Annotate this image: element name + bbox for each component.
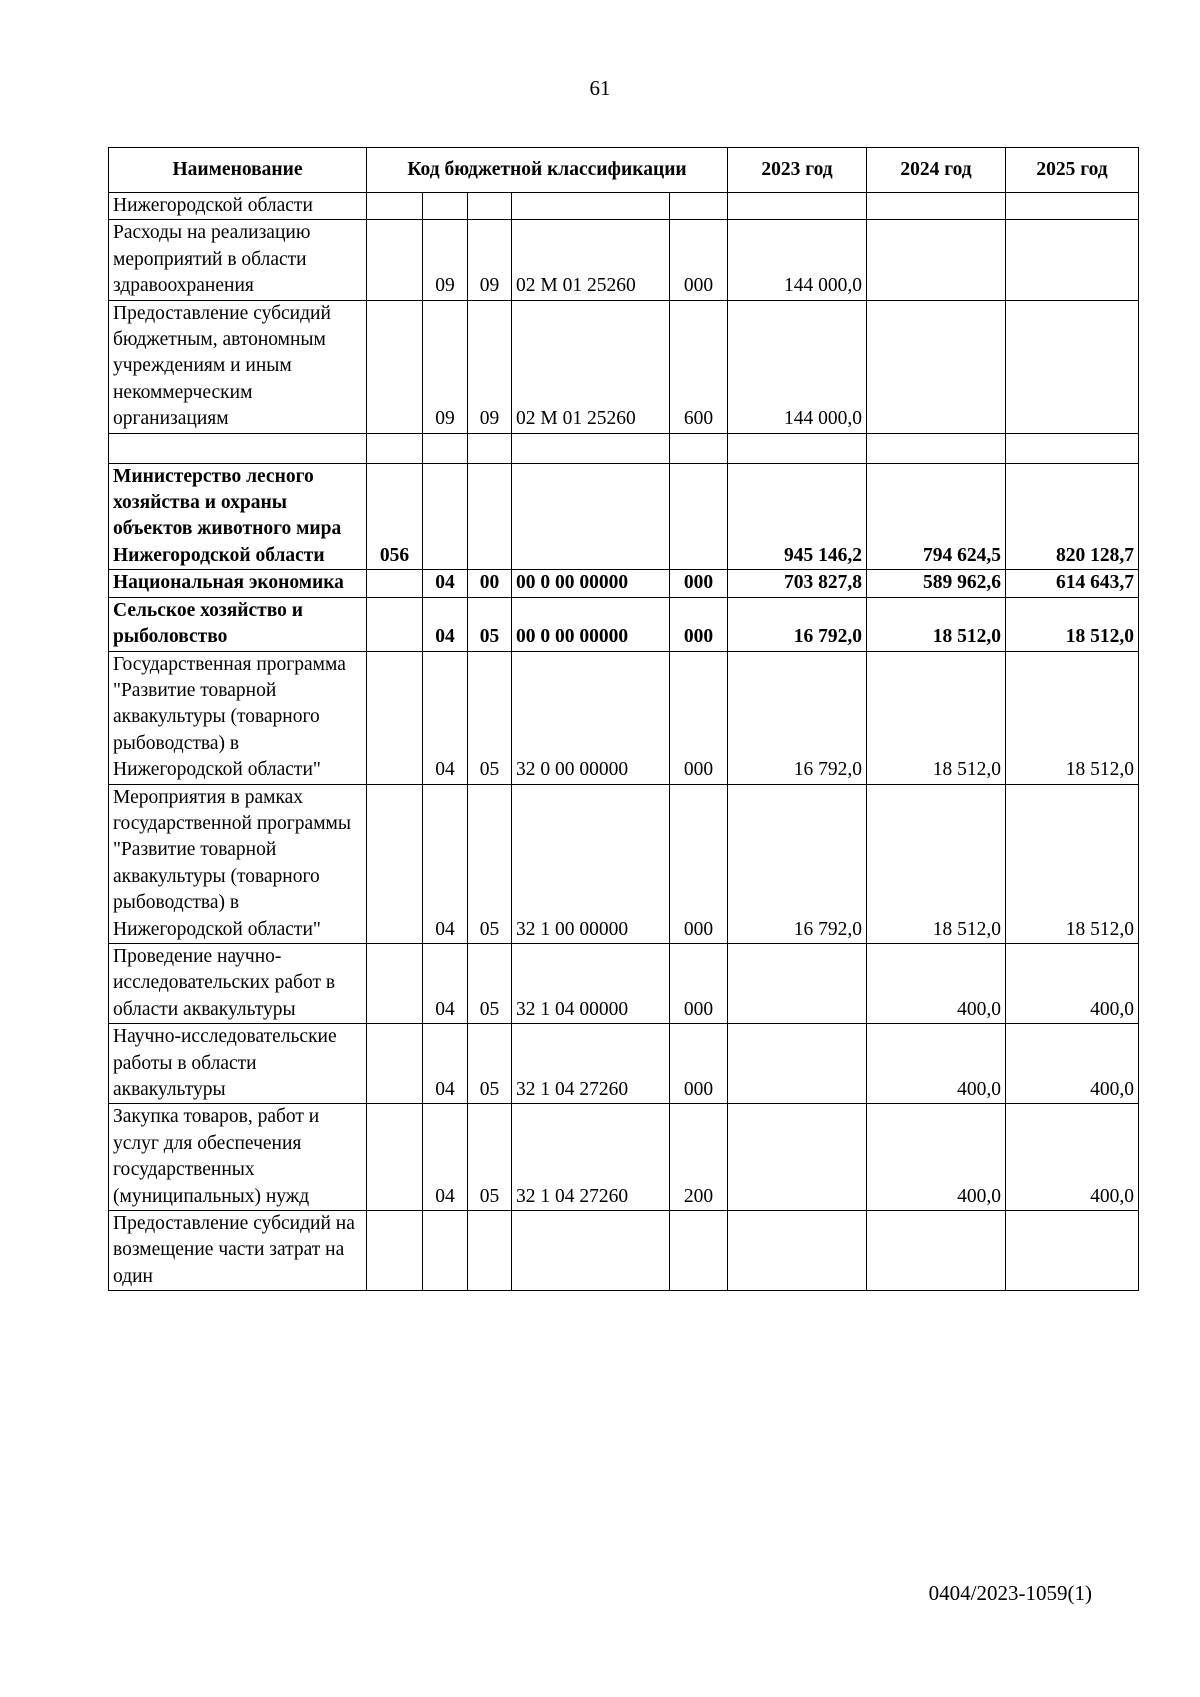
cell-target-article: 02 М 01 25260	[512, 300, 670, 433]
cell-2023	[728, 1104, 867, 1211]
cell-ministry-code	[367, 193, 423, 220]
cell-section: 04	[423, 1104, 468, 1211]
cell-2024	[867, 300, 1006, 433]
cell-name: Научно-исследовательские работы в области аквакультуры	[109, 1024, 367, 1104]
cell-expense-type: 000	[670, 570, 728, 597]
cell-2024: 400,0	[867, 1104, 1006, 1211]
cell-section	[423, 463, 468, 570]
cell-section: 04	[423, 597, 468, 651]
table-row	[109, 570, 1139, 597]
cell-target-article	[512, 193, 670, 220]
cell-2024	[867, 193, 1006, 220]
table-row	[109, 300, 1139, 433]
cell-expense-type: 000	[670, 597, 728, 651]
table-row	[109, 784, 1139, 943]
cell-target-article: 32 1 04 27260	[512, 1024, 670, 1104]
cell-target-article: 32 1 00 00000	[512, 784, 670, 943]
cell-2023	[728, 193, 867, 220]
cell-name: Закупка товаров, работ и услуг для обеспечения государственных (муниципальных) нужд	[109, 1104, 367, 1211]
table-row	[109, 597, 1139, 651]
cell-2025: 18 512,0	[1006, 651, 1139, 784]
cell-name: Расходы на реализацию мероприятий в области здравоохранения	[109, 220, 367, 300]
table-row	[109, 220, 1139, 300]
cell-2025	[1006, 433, 1139, 463]
table-row	[109, 463, 1139, 570]
cell-ministry-code	[367, 651, 423, 784]
cell-subsection: 05	[468, 1024, 512, 1104]
cell-2024	[867, 220, 1006, 300]
cell-section: 04	[423, 784, 468, 943]
cell-2024: 18 512,0	[867, 784, 1006, 943]
cell-2023	[728, 943, 867, 1023]
cell-name: Нижегородской области	[109, 193, 367, 220]
cell-2023	[728, 1024, 867, 1104]
cell-name: Проведение научно-исследовательских работ в области аквакультуры	[109, 943, 367, 1023]
cell-section	[423, 1211, 468, 1291]
cell-2024	[867, 1211, 1006, 1291]
cell-target-article: 00 0 00 00000	[512, 597, 670, 651]
cell-section	[423, 193, 468, 220]
cell-subsection: 05	[468, 784, 512, 943]
cell-subsection	[468, 433, 512, 463]
table-row	[109, 193, 1139, 220]
cell-section: 04	[423, 1024, 468, 1104]
cell-2023	[728, 1211, 867, 1291]
cell-subsection: 09	[468, 220, 512, 300]
cell-2025	[1006, 193, 1139, 220]
cell-name: Министерство лесного хозяйства и охраны объектов животного мира Нижегородской области	[109, 463, 367, 570]
cell-target-article	[512, 463, 670, 570]
cell-subsection: 09	[468, 300, 512, 433]
table-row	[109, 1024, 1139, 1104]
cell-section: 09	[423, 300, 468, 433]
cell-expense-type: 000	[670, 220, 728, 300]
cell-expense-type	[670, 1211, 728, 1291]
cell-2024: 794 624,5	[867, 463, 1006, 570]
cell-expense-type	[670, 463, 728, 570]
cell-expense-type	[670, 193, 728, 220]
table-row	[109, 943, 1139, 1023]
cell-2023: 16 792,0	[728, 651, 867, 784]
cell-subsection: 05	[468, 597, 512, 651]
cell-expense-type: 000	[670, 1024, 728, 1104]
cell-2023	[728, 433, 867, 463]
header-name: Наименование	[109, 148, 367, 193]
cell-2025	[1006, 220, 1139, 300]
cell-section: 04	[423, 943, 468, 1023]
cell-name: Национальная экономика	[109, 570, 367, 597]
cell-2024: 18 512,0	[867, 651, 1006, 784]
cell-subsection: 00	[468, 570, 512, 597]
table-row	[109, 1104, 1139, 1211]
cell-ministry-code	[367, 300, 423, 433]
header-2024: 2024 год	[867, 148, 1006, 193]
document-number: 0404/2023-1059(1)	[928, 1581, 1092, 1605]
header-code: Код бюджетной классификации	[367, 148, 728, 193]
cell-2024	[867, 433, 1006, 463]
header-2025: 2025 год	[1006, 148, 1139, 193]
table-row	[109, 433, 1139, 463]
cell-ministry-code	[367, 1211, 423, 1291]
cell-target-article	[512, 1211, 670, 1291]
cell-ministry-code	[367, 220, 423, 300]
cell-2025: 18 512,0	[1006, 597, 1139, 651]
cell-2023: 16 792,0	[728, 784, 867, 943]
cell-2023: 144 000,0	[728, 300, 867, 433]
cell-2025: 400,0	[1006, 1104, 1139, 1211]
cell-name: Предоставление субсидий бюджетным, автономным учреждениям и иным некоммерческим организациям	[109, 300, 367, 433]
cell-ministry-code	[367, 570, 423, 597]
cell-expense-type: 600	[670, 300, 728, 433]
cell-2024: 400,0	[867, 1024, 1006, 1104]
cell-subsection: 05	[468, 943, 512, 1023]
cell-subsection	[468, 463, 512, 570]
table-body	[109, 193, 1139, 1291]
cell-ministry-code	[367, 1024, 423, 1104]
cell-subsection: 05	[468, 1104, 512, 1211]
cell-name: Сельское хозяйство и рыболовство	[109, 597, 367, 651]
cell-2025	[1006, 1211, 1139, 1291]
cell-target-article	[512, 433, 670, 463]
cell-expense-type: 000	[670, 943, 728, 1023]
cell-target-article: 02 М 01 25260	[512, 220, 670, 300]
table-row	[109, 1211, 1139, 1291]
cell-name: Государственная программа "Развитие товарной аквакультуры (товарного рыбоводства) в Нижегородской области"	[109, 651, 367, 784]
page-number: 61	[589, 76, 611, 100]
cell-2024: 18 512,0	[867, 597, 1006, 651]
cell-2025: 18 512,0	[1006, 784, 1139, 943]
cell-subsection	[468, 193, 512, 220]
cell-ministry-code	[367, 597, 423, 651]
cell-2023: 144 000,0	[728, 220, 867, 300]
cell-expense-type: 000	[670, 651, 728, 784]
cell-subsection: 05	[468, 651, 512, 784]
table-header-row	[109, 148, 1139, 193]
cell-section: 09	[423, 220, 468, 300]
cell-name	[109, 433, 367, 463]
cell-target-article: 32 1 04 00000	[512, 943, 670, 1023]
cell-expense-type: 000	[670, 784, 728, 943]
cell-2025: 400,0	[1006, 1024, 1139, 1104]
cell-name: Предоставление субсидий на возмещение части затрат на один	[109, 1211, 367, 1291]
cell-2025: 820 128,7	[1006, 463, 1139, 570]
cell-ministry-code	[367, 1104, 423, 1211]
cell-2023: 16 792,0	[728, 597, 867, 651]
cell-target-article: 32 0 00 00000	[512, 651, 670, 784]
cell-ministry-code	[367, 784, 423, 943]
cell-2025: 400,0	[1006, 943, 1139, 1023]
cell-expense-type	[670, 433, 728, 463]
table-row	[109, 651, 1139, 784]
cell-target-article: 32 1 04 27260	[512, 1104, 670, 1211]
cell-ministry-code	[367, 943, 423, 1023]
cell-2024: 589 962,6	[867, 570, 1006, 597]
cell-2023: 945 146,2	[728, 463, 867, 570]
cell-target-article: 00 0 00 00000	[512, 570, 670, 597]
cell-section: 04	[423, 651, 468, 784]
cell-2025: 614 643,7	[1006, 570, 1139, 597]
cell-expense-type: 200	[670, 1104, 728, 1211]
budget-table	[108, 147, 1139, 1291]
cell-subsection	[468, 1211, 512, 1291]
cell-ministry-code	[367, 433, 423, 463]
cell-2023: 703 827,8	[728, 570, 867, 597]
cell-ministry-code: 056	[367, 463, 423, 570]
cell-section	[423, 433, 468, 463]
cell-2024: 400,0	[867, 943, 1006, 1023]
cell-name: Мероприятия в рамках государственной программы "Развитие товарной аквакультуры (товарного рыбоводства) в Нижегородской области"	[109, 784, 367, 943]
cell-section: 04	[423, 570, 468, 597]
cell-2025	[1006, 300, 1139, 433]
header-2023: 2023 год	[728, 148, 867, 193]
